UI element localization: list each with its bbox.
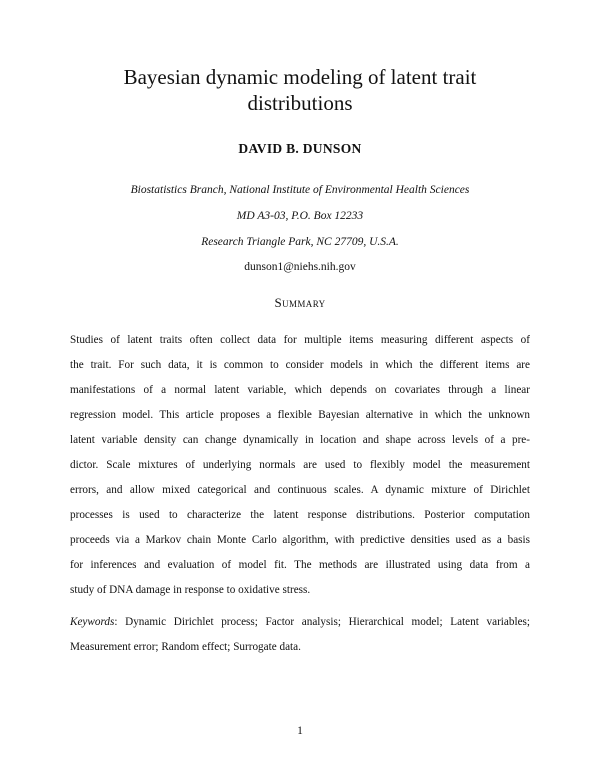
abstract-line: errors, and allow mixed categorical and continuous scales. A dynamic mixture of Dirichlet: [70, 484, 530, 496]
affiliation-line-2: MD A3-03, P.O. Box 12233: [236, 210, 364, 222]
abstract-line: processes is used to characterize the latent response distributions. Posterior computation: [70, 509, 530, 521]
affiliation-line-1: Biostatistics Branch, National Institute of Environmental Health Sciences: [130, 184, 470, 196]
paper-title-line-2: distributions: [247, 91, 353, 115]
abstract-line: regression model. This article proposes a flexible Bayesian alternative in which the unknown: [70, 409, 530, 421]
affiliation-line-3: Research Triangle Park, NC 27709, U.S.A.: [201, 236, 399, 248]
abstract-line: the trait. For such data, it is common to consider models in which the different items are: [70, 359, 530, 371]
keywords-line-2: Measurement error; Random effect; Surrogate data.: [70, 641, 301, 653]
paper-title-line-1: Bayesian dynamic modeling of latent trait: [123, 65, 477, 89]
keywords-text: : Dynamic Dirichlet process; Factor analysis; Hierarchical model; Latent variables;: [114, 616, 530, 628]
abstract-line: dictor. Scale mixtures of underlying normals are used to flexibly model the measurement: [70, 459, 530, 471]
abstract-line: proceeds via a Markov chain Monte Carlo algorithm, with predictive densities used as a basis: [70, 534, 530, 546]
abstract-line: manifestations of a normal latent variable, which depends on covariates through a linear: [70, 384, 530, 396]
summary-heading: Summary: [274, 295, 326, 310]
abstract-line: Studies of latent traits often collect data for multiple items measuring different aspects of: [70, 334, 530, 346]
author-email: dunson1@niehs.nih.gov: [244, 261, 356, 273]
author-name: DAVID B. DUNSON: [238, 141, 362, 156]
paper-title: [60, 64, 540, 116]
page-number: 1: [297, 725, 303, 737]
keywords-label: Keywords: [70, 616, 115, 628]
abstract-line: for inferences and evaluation of model fit. The methods are illustrated using data from a: [70, 559, 530, 571]
abstract-line: latent variable density can change dynamically in location and shape across levels of a pre-: [70, 434, 530, 446]
keywords-line-1: [70, 616, 530, 628]
abstract-line: study of DNA damage in response to oxidative stress.: [70, 584, 311, 596]
